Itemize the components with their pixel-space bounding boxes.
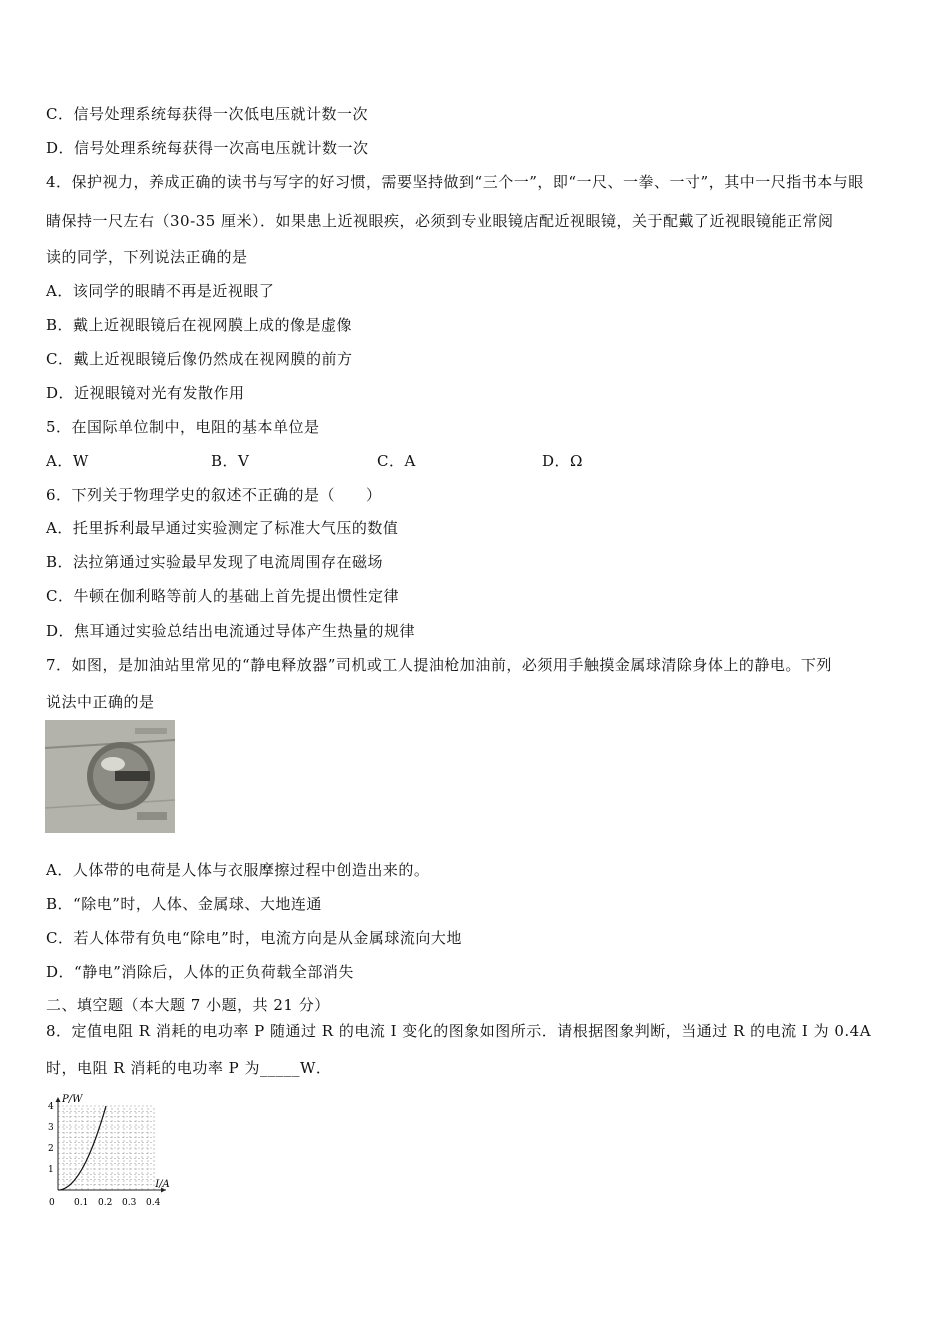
x-tick-label: 0.1	[74, 1198, 89, 1208]
y-axis-label: P/W	[62, 1094, 83, 1105]
q8-stem-line1: 8．定值电阻 R 消耗的电功率 P 随通过 R 的电流 I 变化的图象如图所示．请根据图象判断，当通过 R 的电流 I 为 0.4A	[46, 1022, 872, 1040]
q5-option-a: A．W	[46, 452, 89, 470]
q5-options	[46, 450, 646, 470]
q6-option-a: A．托里拆利最早通过实验测定了标准大气压的数值	[46, 519, 399, 537]
q4-option-b: B．戴上近视眼镜后在视网膜上成的像是虚像	[46, 316, 353, 334]
q6-stem: 6．下列关于物理学史的叙述不正确的是（ ）	[46, 486, 382, 504]
graph-axes	[56, 1094, 170, 1193]
graph-ticks	[48, 1102, 161, 1208]
q4-stem-line1: 4．保护视力，养成正确的读书与写字的好习惯，需要坚持做到“三个一”，即“一尺、一拳、一寸”，其中一尺指书本与眼	[46, 173, 864, 191]
q5-option-d: D．Ω	[542, 452, 583, 470]
metal-ball-image	[45, 720, 175, 833]
q4-option-c: C．戴上近视眼镜后像仍然成在视网膜的前方	[46, 350, 353, 368]
q3-option-d: D．信号处理系统每获得一次高电压就计数一次	[46, 139, 369, 157]
y-tick-label: 3	[48, 1123, 54, 1133]
static-discharger-photo	[45, 720, 175, 833]
q7-option-a: A．人体带的电荷是人体与衣服摩擦过程中创造出来的。	[46, 861, 430, 879]
q6-option-b: B．法拉第通过实验最早发现了电流周围存在磁场	[46, 553, 384, 571]
q6-option-c: C．牛顿在伽利略等前人的基础上首先提出惯性定律	[46, 587, 399, 605]
q7-option-c: C．若人体带有负电“除电”时，电流方向是从金属球流向大地	[46, 929, 462, 947]
q7-stem-line1: 7．如图，是加油站里常见的“静电释放器”司机或工人提油枪加油前，必须用手触摸金属球清除身体上的静电。下列	[46, 656, 832, 674]
y-tick-label: 4	[48, 1102, 54, 1112]
q8-stem-line2: 时，电阻 R 消耗的电功率 P 为_____W．	[46, 1059, 332, 1077]
y-tick-label: 1	[48, 1165, 54, 1175]
section-two-heading: 二、填空题（本大题 7 小题，共 21 分）	[46, 996, 330, 1014]
q7-option-b: B．“除电”时，人体、金属球、大地连通	[46, 895, 322, 913]
q4-option-a: A．该同学的眼睛不再是近视眼了	[46, 282, 275, 300]
x-tick-label: 0.3	[122, 1198, 137, 1208]
q4-stem-line2: 睛保持一尺左右（30-35 厘米）．如果患上近视眼疾，必须到专业眼镜店配近视眼镜，关于配戴了近视眼镜能正常阅	[46, 212, 834, 230]
graph-svg	[44, 1084, 184, 1209]
x-tick-label: 0	[49, 1198, 55, 1208]
graph-grid	[58, 1106, 154, 1190]
q4-stem-line3: 读的同学，下列说法正确的是	[46, 248, 248, 266]
power-current-graph	[44, 1084, 184, 1209]
q6-option-d: D．焦耳通过实验总结出电流通过导体产生热量的规律	[46, 622, 416, 640]
q5-stem: 5．在国际单位制中，电阻的基本单位是	[46, 418, 320, 436]
x-tick-label: 0.2	[98, 1198, 113, 1208]
q4-option-d: D．近视眼镜对光有发散作用	[46, 384, 245, 402]
q7-option-d: D．“静电”消除后，人体的正负荷载全部消失	[46, 963, 354, 981]
y-tick-label: 2	[48, 1144, 54, 1154]
q3-option-c: C．信号处理系统每获得一次低电压就计数一次	[46, 105, 368, 123]
q5-option-b: B．V	[211, 452, 250, 470]
x-axis-label: I/A	[155, 1179, 170, 1190]
x-tick-label: 0.4	[146, 1198, 161, 1208]
q5-option-c: C．A	[377, 452, 416, 470]
q7-stem-line2: 说法中正确的是	[46, 693, 155, 711]
y-axis-arrow	[56, 1097, 61, 1102]
